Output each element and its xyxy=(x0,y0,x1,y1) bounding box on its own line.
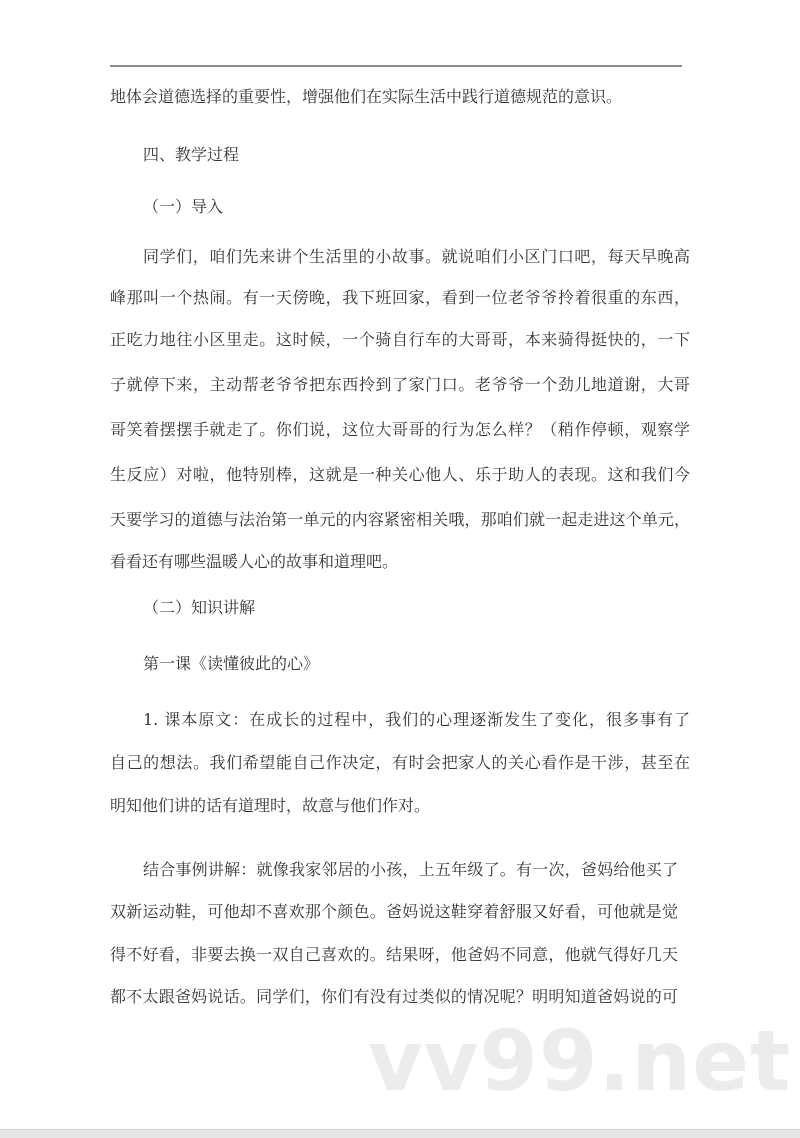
paragraph-line: 峰那叫一个热闹。有一天傍晚，我下班回家，看到一位老爷爷拎着很重的东西， xyxy=(110,288,690,307)
paragraph-line: 同学们，咱们先来讲个生活里的小故事。就说咱们小区门口吧，每天早晚高 xyxy=(143,247,690,266)
subsection-heading: （二）知识讲解 xyxy=(143,598,256,617)
paragraph-line: 生反应）对啦，他特别棒，这就是一种关心他人、乐于助人的表现。这和我们今 xyxy=(110,465,690,484)
text-line: 地体会道德选择的重要性，增强他们在实际生活中践行道德规范的意识。 xyxy=(110,87,623,106)
paragraph-line: 天要学习的道德与法治第一单元的内容紧密相关哦，那咱们就一起走进这个单元， xyxy=(110,510,690,529)
paragraph-line: 明知他们讲的话有道理时，故意与他们作对。 xyxy=(110,796,431,815)
paragraph-line: 都不太跟爸妈说话。同学们，你们有没有过类似的情况呢？明明知道爸妈说的可 xyxy=(110,987,678,1006)
paragraph-line: 子就停下来，主动帮老爷爷把东西拎到了家门口。老爷爷一个劲儿地道谢，大哥 xyxy=(110,375,690,394)
paragraph-line: 哥笑着摆摆手就走了。你们说，这位大哥哥的行为怎么样？（稍作停顿，观察学 xyxy=(110,420,690,439)
paragraph-line: 自己的想法。我们希望能自己作决定，有时会把家人的关心看作是干涉，甚至在 xyxy=(110,753,690,772)
header-rule xyxy=(110,65,682,67)
subsection-heading: （一）导入 xyxy=(143,197,224,216)
paragraph-line: 正吃力地往小区里走。这时候，一个骑自行车的大哥哥，本来骑得挺快的，一下 xyxy=(110,330,690,349)
paragraph-line: 得不好看，非要去换一双自己喜欢的。结果呀，他爸妈不同意，他就气得好几天 xyxy=(110,945,678,964)
paragraph-line: 双新运动鞋，可他却不喜欢那个颜色。爸妈说这鞋穿着舒服又好看，可他就是觉 xyxy=(110,902,678,921)
watermark: vv99.net xyxy=(368,1012,792,1110)
lesson-title: 第一课《读懂彼此的心》 xyxy=(143,654,320,673)
paragraph-line: 结合事例讲解：就像我家邻居的小孩，上五年级了。有一次，爸妈给他买了 xyxy=(143,860,678,879)
paragraph-line: 1. 课本原文：在成长的过程中，我们的心理逐渐发生了变化，很多事有了 xyxy=(143,710,690,729)
section-heading: 四、教学过程 xyxy=(143,145,240,164)
paragraph-line: 看看还有哪些温暖人心的故事和道理吧。 xyxy=(110,552,399,571)
